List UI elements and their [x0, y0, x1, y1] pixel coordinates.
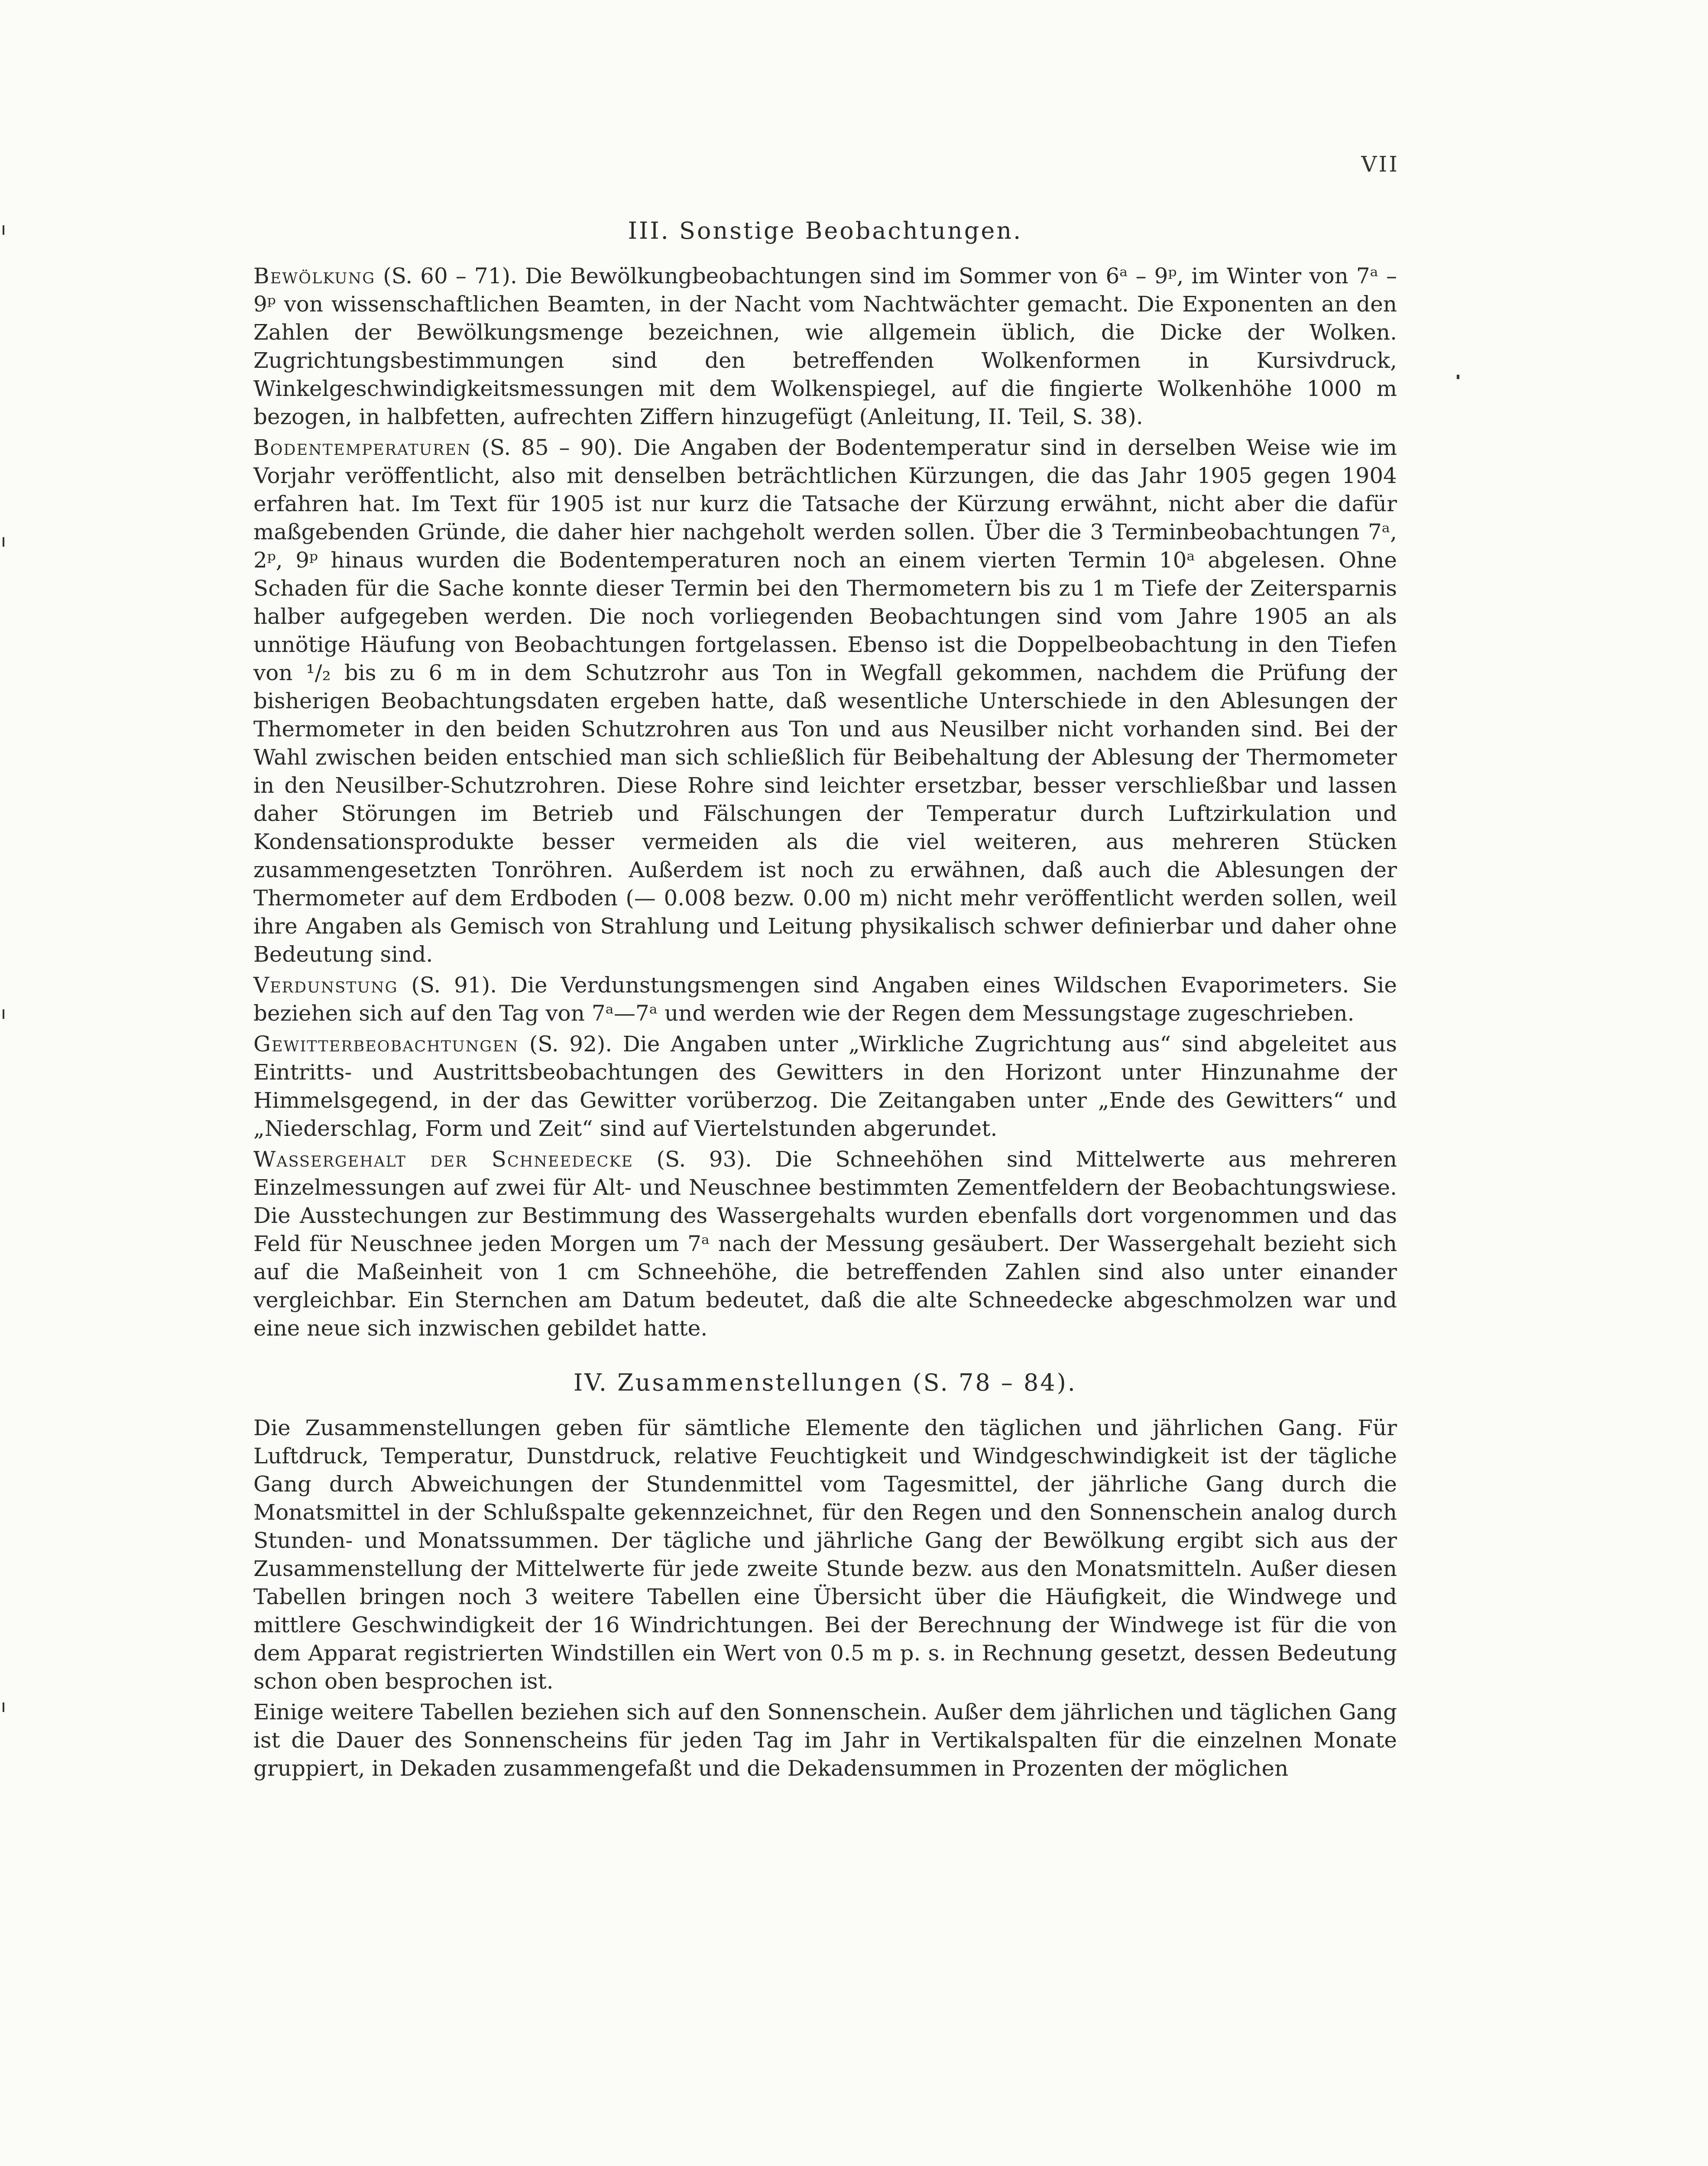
- paragraph-wassergehalt: [253, 1145, 1397, 1342]
- scan-mark: [3, 1702, 4, 1712]
- section-heading-iii: III. Sonstige Beobachtungen.: [628, 217, 1023, 244]
- scan-mark: [3, 1009, 4, 1019]
- paragraph-lead: Verdunstung: [253, 973, 398, 998]
- paragraph-lead: Bodentemperaturen: [253, 435, 471, 460]
- paragraph-text: Die Zusammenstellungen geben für sämtliche Elemente den täglichen und jährlichen Gang. Für Luftdruck, Temperatur, Dunstdruck, relative Feuchtigkeit und Windgeschwindigkeit ist der tägliche Gang durch Abweichungen der Stundenmittel vom Tagesmittel, der jährliche Gang durch die Monatsmittel in der Schlußspalte gekennzeichnet, für den Regen und den Sonnenschein analog durch Stunden- und Monatssummen. Der tägliche und jährliche Gang der Bewölkung ergibt sich aus der Zusammenstellung der Mittelwerte für jede zweite Stunde bezw. aus den Monatsmitteln. Außer diesen Tabellen bringen noch 3 weitere Tabellen eine Übersicht über die Häufigkeit, die Windwege und mittlere Geschwindigkeit der 16 Windrichtungen. Bei der Berechnung der Windwege ist für die von dem Apparat registrierten Windstillen ein Wert von 0.5 m p. s. in Rechnung gesetzt, dessen Bedeutung schon oben besprochen ist.: [253, 1415, 1397, 1694]
- paragraph-lead: Gewitterbeobachtungen: [253, 1031, 519, 1057]
- paragraph-text: (S. 93). Die Schneehöhen sind Mittelwerte aus mehreren Einzelmessungen auf zwei für Alt- und Neuschnee bestimmten Zementfeldern der Beobachtungswiese. Die Ausstechungen zur Bestimmung des Wassergehalts wurden ebenfalls dort vorgenommen und das Feld für Neuschnee jeden Morgen um 7ᵃ nach der Messung gesäubert. Der Wassergehalt bezieht sich auf die Maßeinheit von 1 cm Schneehöhe, die betreffenden Zahlen sind also unter einander vergleichbar. Ein Sternchen am Datum bedeutet, daß die alte Schneedecke abgeschmolzen war und eine neue sich inzwischen gebildet hatte.: [253, 1147, 1397, 1341]
- paragraph-text: Einige weitere Tabellen beziehen sich auf den Sonnenschein. Außer dem jährlichen und täglichen Gang ist die Dauer des Sonnenscheins für jeden Tag im Jahr in Vertikalspalten für die einzelnen Monate gruppiert, in Dekaden zusammengefaßt und die Dekadensummen in Prozenten der möglichen: [253, 1699, 1397, 1781]
- scan-mark: [1457, 375, 1459, 379]
- paragraph-text: (S. 60 – 71). Die Bewölkungbeobachtungen sind im Sommer von 6ᵃ – 9ᵖ, im Winter von 7ᵃ – 9ᵖ von wissenschaftlichen Beamten, in der Nacht vom Nachtwächter gemacht. Die Exponenten an den Zahlen der Bewölkungsmenge bezeichnen, wie allgemein üblich, die Dicke der Wolken. Zugrichtungsbestimmungen sind den betreffenden Wolkenformen in Kursivdruck, Winkelgeschwindigkeitsmessungen mit dem Wolkenspiegel, auf die fingierte Wolkenhöhe 1000 m bezogen, in halbfetten, aufrechten Ziffern hinzugefügt (Anleitung, II. Teil, S. 38).: [253, 263, 1397, 429]
- page-number: VII: [1361, 152, 1399, 177]
- paragraph-text: (S. 92). Die Angaben unter „Wirkliche Zugrichtung aus“ sind abgeleitet aus Eintritts- und Austrittsbeobachtungen des Gewitters in den Horizont unter Hinzunahme der Himmelsgegend, in der das Gewitter vorüberzog. Die Zeitangaben unter „Ende des Gewitters“ und „Niederschlag, Form und Zeit“ sind auf Viertelstunden abgerundet.: [253, 1031, 1397, 1141]
- paragraph-text: (S. 85 – 90). Die Angaben der Bodentemperatur sind in derselben Weise wie im Vorjahr veröffentlicht, also mit denselben beträchtlichen Kürzungen, die das Jahr 1905 gegen 1904 erfahren hat. Im Text für 1905 ist nur kurz die Tatsache der Kürzung erwähnt, nicht aber die dafür maßgebenden Gründe, die daher hier nachgeholt werden sollen. Über die 3 Terminbeobachtungen 7ᵃ, 2ᵖ, 9ᵖ hinaus wurden die Bodentemperaturen noch an einem vierten Termin 10ᵃ abgelesen. Ohne Schaden für die Sache konnte dieser Termin bei den Thermometern bis zu 1 m Tiefe der Zeitersparnis halber aufgegeben werden. Die noch vorliegenden Beobachtungen sind vom Jahre 1905 an als unnötige Häufung von Beobachtungen fortgelassen. Ebenso ist die Doppelbeobachtung in den Tiefen von ¹/₂ bis zu 6 m in dem Schutzrohr aus Ton in Wegfall gekommen, nachdem die Prüfung der bisherigen Beobachtungsdaten ergeben hatte, daß wesentliche Unterschiede in den Ablesungen der Thermometer in den beiden Schutzrohren aus Ton und aus Neusilber nicht vorhanden sind. Bei der Wahl zwischen beiden entschied man sich schließlich für Beibehaltung der Ablesung der Thermometer in den Neusilber-Schutzrohren. Diese Rohre sind leichter ersetzbar, besser verschließbar und lassen daher Störungen im Betrieb und Fälschungen der Temperatur durch Luftzirkulation und Kondensationsprodukte besser vermeiden als die viel weiteren, aus mehreren Stücken zusammengesetzten Tonröhren. Außerdem ist noch zu erwähnen, daß auch die Ablesungen der Thermometer auf dem Erdboden (— 0.008 bezw. 0.00 m) nicht mehr veröffentlicht werden sollen, weil ihre Angaben als Gemisch von Strahlung und Leitung physikalisch schwer definierbar und daher ohne Bedeutung sind.: [253, 435, 1397, 967]
- paragraph-lead: Wassergehalt der Schneedecke: [253, 1147, 634, 1172]
- scan-mark: [3, 537, 4, 547]
- scan-mark: [3, 225, 4, 235]
- paragraph-bodentemperaturen: [253, 434, 1397, 969]
- paragraph-lead: Bewölkung: [253, 263, 376, 289]
- paragraph-verdunstung: [253, 971, 1397, 1028]
- paragraph-sonnenschein: [253, 1698, 1397, 1783]
- paragraph-text: (S. 91). Die Verdunstungsmengen sind Angaben eines Wildschen Evaporimeters. Sie beziehen sich auf den Tag von 7ᵃ—7ᵃ und werden wie der Regen dem Messungstage zugeschrieben.: [253, 973, 1397, 1026]
- section-heading-iv: IV. Zusammenstellungen (S. 78 – 84).: [574, 1369, 1077, 1396]
- paragraph-bewoelkung: [253, 262, 1397, 431]
- paragraph-gewitterbeobachtungen: [253, 1030, 1397, 1143]
- paragraph-zusammenstellungen: [253, 1414, 1397, 1696]
- page-body: [253, 191, 1397, 1785]
